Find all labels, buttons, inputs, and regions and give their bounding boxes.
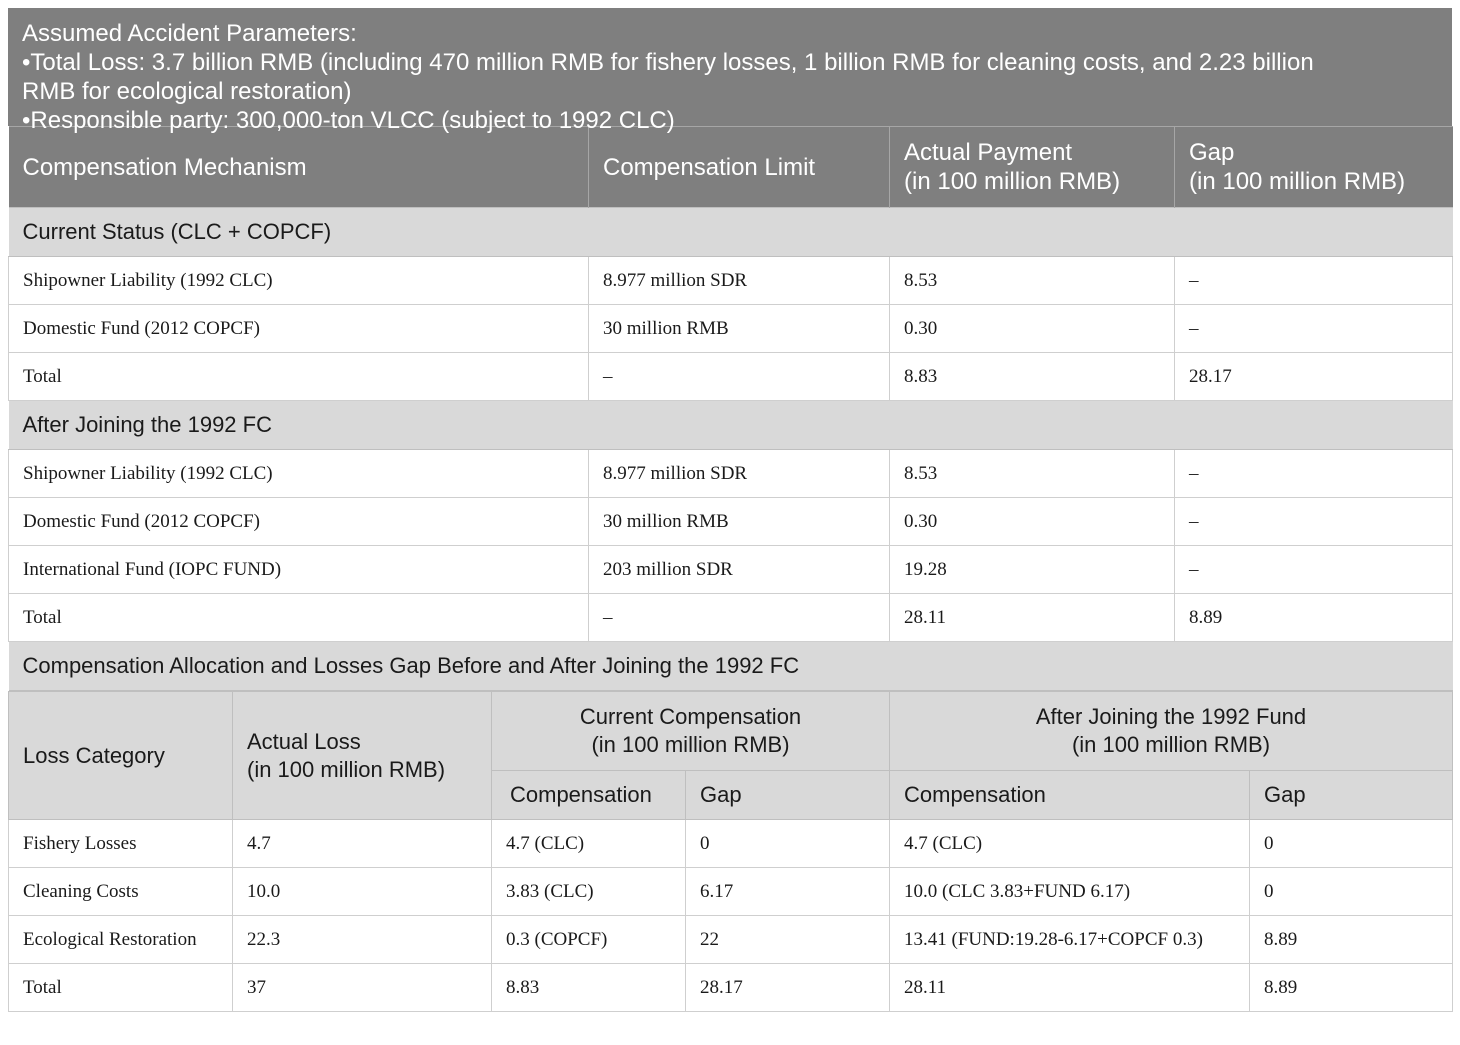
cell-mechanism: Domestic Fund (2012 COPCF): [9, 498, 589, 546]
cell-after-compensation: 13.41 (FUND:19.28-6.17+COPCF 0.3): [890, 916, 1250, 964]
cell-gap: –: [1175, 305, 1453, 353]
cell-mechanism: Domestic Fund (2012 COPCF): [9, 305, 589, 353]
header-gap: [1175, 127, 1453, 208]
cell-actual-loss: 10.0: [233, 868, 492, 916]
cell-after-gap: 8.89: [1250, 964, 1453, 1012]
cell-loss-category: Cleaning Costs: [9, 868, 233, 916]
parameters-total-loss-line-1: •Total Loss: 3.7 billion RMB (including 470 million RMB for fishery losses, 1 billion RMB for cleaning costs, and 2.23 billion: [22, 49, 1314, 76]
cell-limit: 203 million SDR: [589, 546, 890, 594]
cell-actual-loss: 37: [233, 964, 492, 1012]
cell-after-compensation: 10.0 (CLC 3.83+FUND 6.17): [890, 868, 1250, 916]
header-actual-payment: [890, 127, 1175, 208]
section-row-allocation: [9, 642, 1453, 691]
table-row-total: [9, 353, 1453, 401]
table-row: [9, 498, 1453, 546]
header-compensation-mechanism: Compensation Mechanism: [9, 127, 589, 208]
table-row: [9, 916, 1453, 964]
cell-limit: 8.977 million SDR: [589, 257, 890, 305]
header-actual-loss-line-2: (in 100 million RMB): [247, 756, 446, 782]
cell-gap: –: [1175, 450, 1453, 498]
mechanism-header-row: [9, 127, 1453, 208]
header-actual-payment-line-2: (in 100 million RMB): [904, 168, 1121, 195]
table-row: [9, 820, 1453, 868]
cell-limit: –: [589, 594, 890, 642]
header-after-joining-fund-line-1: After Joining the 1992 Fund: [1035, 704, 1307, 729]
cell-payment: 8.83: [890, 353, 1175, 401]
cell-current-compensation: 3.83 (CLC): [492, 868, 686, 916]
cell-current-gap: 0: [686, 820, 890, 868]
cell-loss-category: Total: [9, 964, 233, 1012]
header-gap-line-2: (in 100 million RMB): [1189, 168, 1406, 195]
cell-payment: 28.11: [890, 594, 1175, 642]
cell-limit: 30 million RMB: [589, 498, 890, 546]
cell-after-compensation: 28.11: [890, 964, 1250, 1012]
header-actual-loss-line-1: Actual Loss: [247, 728, 361, 754]
cell-limit: –: [589, 353, 890, 401]
parameters-total-loss-line-2: RMB for ecological restoration): [22, 78, 352, 105]
header-actual-loss: [233, 692, 492, 820]
table-row: [9, 868, 1453, 916]
cell-current-compensation: 4.7 (CLC): [492, 820, 686, 868]
header-after-joining-fund-line-2: (in 100 million RMB): [1071, 732, 1271, 757]
cell-mechanism: Total: [9, 353, 589, 401]
cell-mechanism: Shipowner Liability (1992 CLC): [9, 450, 589, 498]
cell-current-compensation: 0.3 (COPCF): [492, 916, 686, 964]
table-row-total: [9, 964, 1453, 1012]
cell-mechanism: International Fund (IOPC FUND): [9, 546, 589, 594]
cell-gap: –: [1175, 257, 1453, 305]
header-current-compensation-line-2: (in 100 million RMB): [591, 732, 790, 757]
section-title-current-status: Current Status (CLC + COPCF): [9, 208, 1453, 257]
cell-gap: 8.89: [1175, 594, 1453, 642]
header-actual-payment-line-1: Actual Payment: [904, 139, 1073, 166]
table-row: [9, 450, 1453, 498]
compensation-mechanism-table: [8, 126, 1453, 691]
header-after-gap: Gap: [1250, 771, 1453, 820]
header-current-compensation-value: Compensation: [492, 771, 686, 820]
section-title-allocation: Compensation Allocation and Losses Gap Before and After Joining the 1992 FC: [9, 642, 1453, 691]
header-compensation-limit: Compensation Limit: [589, 127, 890, 208]
cell-gap: –: [1175, 546, 1453, 594]
header-current-compensation: [492, 692, 890, 771]
cell-gap: 28.17: [1175, 353, 1453, 401]
cell-actual-loss: 4.7: [233, 820, 492, 868]
allocation-header-row-1: [9, 692, 1453, 771]
cell-current-compensation: 8.83: [492, 964, 686, 1012]
cell-payment: 8.53: [890, 257, 1175, 305]
cell-limit: 8.977 million SDR: [589, 450, 890, 498]
cell-after-gap: 0: [1250, 868, 1453, 916]
cell-limit: 30 million RMB: [589, 305, 890, 353]
header-current-gap: Gap: [686, 771, 890, 820]
parameters-heading: Assumed Accident Parameters:: [22, 20, 357, 47]
table-row-total: [9, 594, 1453, 642]
cell-current-gap: 6.17: [686, 868, 890, 916]
section-row-after-joining: [9, 401, 1453, 450]
cell-after-gap: 8.89: [1250, 916, 1453, 964]
header-gap-line-1: Gap: [1189, 139, 1235, 166]
compensation-table-figure: [8, 8, 1452, 1012]
cell-loss-category: Ecological Restoration: [9, 916, 233, 964]
section-row-current-status: [9, 208, 1453, 257]
cell-payment: 19.28: [890, 546, 1175, 594]
cell-gap: –: [1175, 498, 1453, 546]
cell-loss-category: Fishery Losses: [9, 820, 233, 868]
cell-actual-loss: 22.3: [233, 916, 492, 964]
cell-payment: 0.30: [890, 305, 1175, 353]
cell-mechanism: Total: [9, 594, 589, 642]
table-row: [9, 305, 1453, 353]
allocation-table: [8, 691, 1453, 1012]
section-title-after-joining: After Joining the 1992 FC: [9, 401, 1453, 450]
table-row: [9, 546, 1453, 594]
header-after-joining-fund: [890, 692, 1453, 771]
cell-current-gap: 28.17: [686, 964, 890, 1012]
cell-payment: 0.30: [890, 498, 1175, 546]
header-loss-category: Loss Category: [9, 692, 233, 820]
cell-after-compensation: 4.7 (CLC): [890, 820, 1250, 868]
cell-payment: 8.53: [890, 450, 1175, 498]
accident-parameters-panel: [8, 8, 1452, 134]
cell-after-gap: 0: [1250, 820, 1453, 868]
cell-current-gap: 22: [686, 916, 890, 964]
parameters-responsible-party: •Responsible party: 300,000-ton VLCC (subject to 1992 CLC): [22, 107, 675, 134]
header-after-compensation-value: Compensation: [890, 771, 1250, 820]
cell-mechanism: Shipowner Liability (1992 CLC): [9, 257, 589, 305]
table-row: [9, 257, 1453, 305]
header-current-compensation-line-1: Current Compensation: [579, 704, 802, 729]
